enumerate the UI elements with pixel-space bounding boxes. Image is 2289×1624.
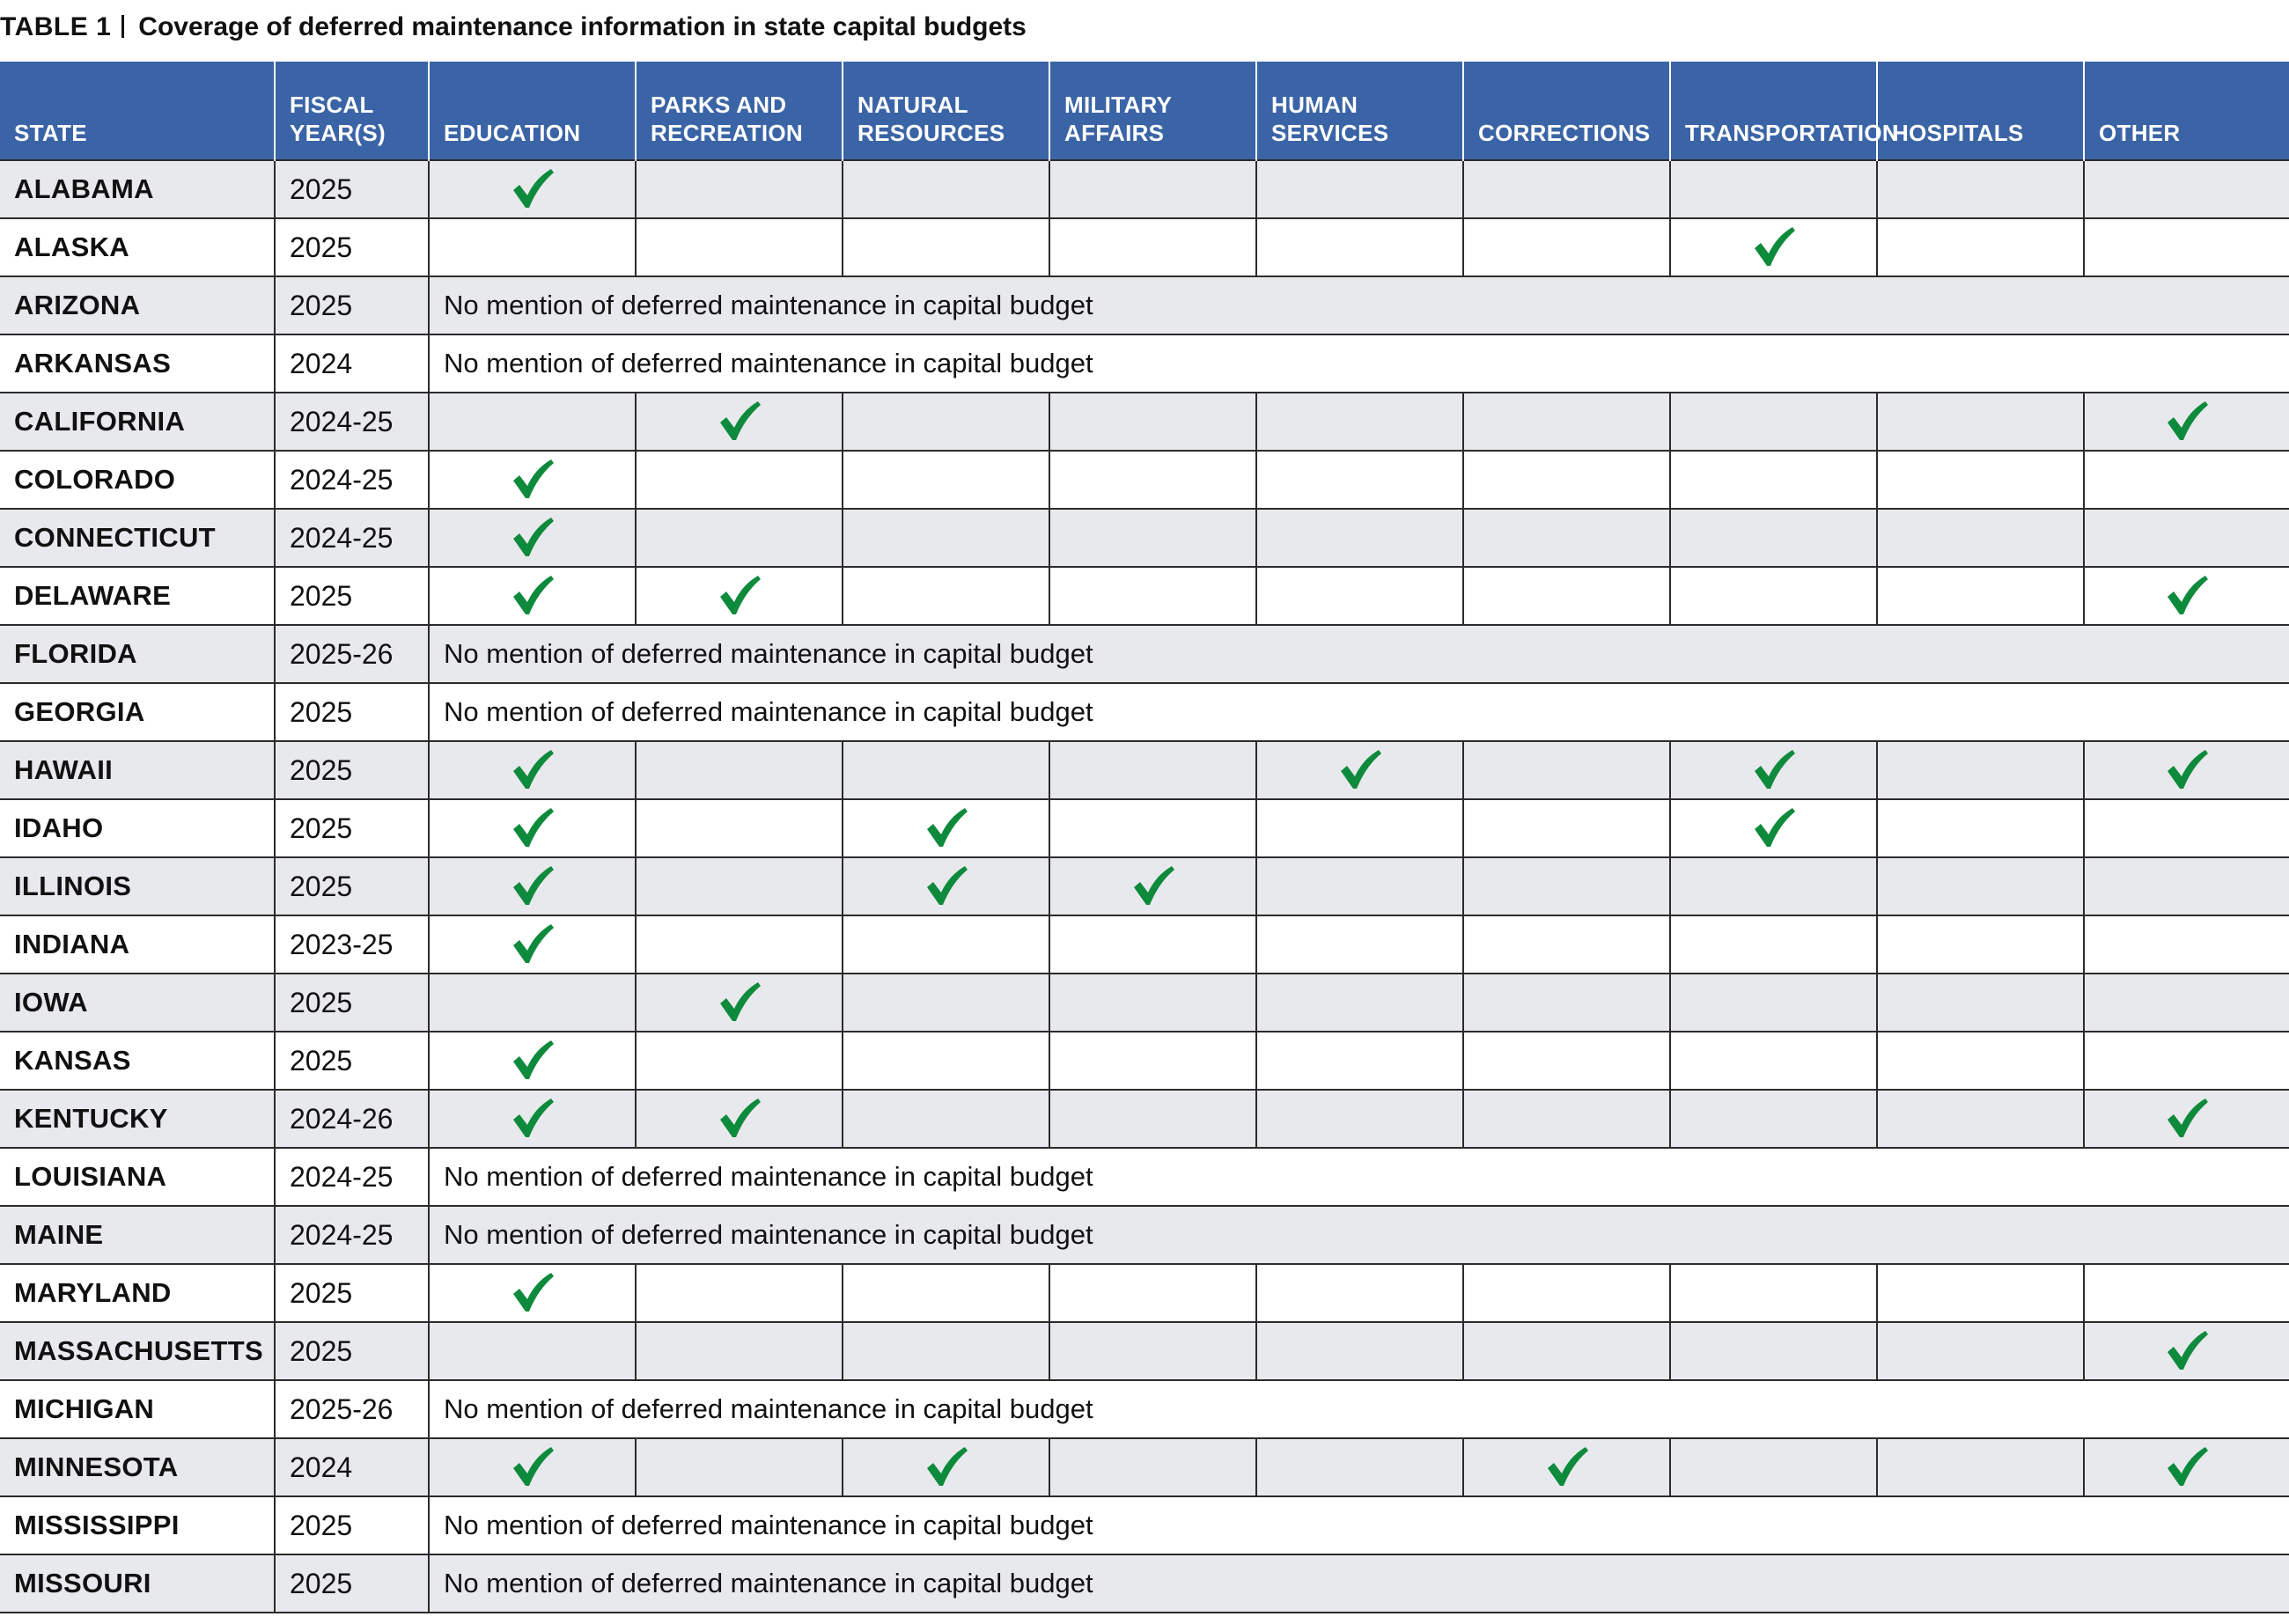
category-cell [1256,915,1463,974]
category-cell [429,857,636,915]
fiscal-year-cell: 2025 [275,683,429,741]
checkmark-icon [717,573,762,619]
category-cell [1670,799,1877,857]
category-cell [1877,799,2084,857]
category-cell [1256,1032,1463,1090]
fiscal-year-cell: 2024-25 [275,393,429,451]
state-cell: MAINE [0,1206,275,1264]
fiscal-year-cell: 2025 [275,160,429,218]
table-header [0,62,2289,160]
fiscal-year-cell: 2025 [275,857,429,915]
category-cell [1463,1032,1670,1090]
table-row [0,567,2289,625]
category-cell [1256,451,1463,509]
table-row [0,218,2289,276]
category-cell [636,218,843,276]
table-row [0,451,2289,509]
category-cell [1877,741,2084,799]
category-cell [1256,857,1463,915]
checkmark-icon [2164,1096,2210,1142]
fiscal-year-cell: 2025-26 [275,625,429,683]
no-mention-note: No mention of deferred maintenance in capital budget [429,1380,2289,1438]
category-cell [2084,741,2289,799]
category-cell [2084,974,2289,1032]
column-header-education: EDUCATION [429,62,636,160]
category-cell [1877,857,2084,915]
category-cell [1877,1264,2084,1322]
category-cell [636,1090,843,1148]
category-cell [843,915,1049,974]
fiscal-year-cell: 2024-25 [275,509,429,567]
table-caption [0,0,1027,58]
checkmark-icon [1337,747,1383,793]
state-cell: ALASKA [0,218,275,276]
category-cell [1463,218,1670,276]
checkmark-icon [510,1038,556,1084]
table-row [0,1438,2289,1496]
header-row [0,62,2289,160]
category-cell [2084,218,2289,276]
table-row [0,683,2289,741]
category-cell [1463,1090,1670,1148]
checkmark-icon [924,805,969,851]
category-cell [1049,567,1256,625]
category-cell [429,1438,636,1496]
state-cell: MINNESOTA [0,1438,275,1496]
category-cell [1049,1090,1256,1148]
category-cell [1877,393,2084,451]
category-cell [1463,451,1670,509]
state-cell: HAWAII [0,741,275,799]
category-cell [843,451,1049,509]
column-header-military-affairs: MILITARY AFFAIRS [1049,62,1256,160]
category-cell [429,1322,636,1380]
category-cell [1049,857,1256,915]
category-cell [843,1322,1049,1380]
checkmark-icon [1751,805,1797,851]
checkmark-icon [717,1096,762,1142]
fiscal-year-cell: 2023-25 [275,915,429,974]
category-cell [843,567,1049,625]
table-row [0,1090,2289,1148]
state-cell: IDAHO [0,799,275,857]
category-cell [1049,160,1256,218]
category-cell [1049,915,1256,974]
category-cell [1877,218,2084,276]
checkmark-icon [510,515,556,561]
no-mention-note: No mention of deferred maintenance in capital budget [429,625,2289,683]
category-cell [1049,799,1256,857]
no-mention-note: No mention of deferred maintenance in capital budget [429,334,2289,393]
category-cell [2084,799,2289,857]
category-cell [1049,1032,1256,1090]
table-row [0,1206,2289,1264]
state-cell: MISSOURI [0,1554,275,1613]
fiscal-year-cell: 2024 [275,1438,429,1496]
checkmark-icon [2164,573,2210,619]
table-row [0,509,2289,567]
table-row [0,799,2289,857]
category-cell [636,393,843,451]
category-cell [429,1032,636,1090]
category-cell [1877,1322,2084,1380]
table-row [0,1322,2289,1380]
category-cell [843,1032,1049,1090]
state-cell: DELAWARE [0,567,275,625]
category-cell [1670,741,1877,799]
category-cell [636,1032,843,1090]
category-cell [1256,1090,1463,1148]
column-header-parks-and-recreation: PARKS AND RECREATION [636,62,843,160]
category-cell [1256,799,1463,857]
category-cell [1670,1322,1877,1380]
checkmark-icon [2164,1328,2210,1374]
category-cell [636,1438,843,1496]
category-cell [1256,218,1463,276]
checkmark-icon [510,1096,556,1142]
category-cell [636,509,843,567]
state-cell: GEORGIA [0,683,275,741]
category-cell [843,741,1049,799]
state-cell: CONNECTICUT [0,509,275,567]
checkmark-icon [510,1270,556,1316]
category-cell [1256,160,1463,218]
category-cell [1256,974,1463,1032]
checkmark-icon [1751,747,1797,793]
category-cell [636,741,843,799]
state-cell: CALIFORNIA [0,393,275,451]
category-cell [1670,218,1877,276]
category-cell [1256,509,1463,567]
no-mention-note: No mention of deferred maintenance in capital budget [429,1148,2289,1206]
category-cell [2084,1322,2289,1380]
category-cell [2084,1438,2289,1496]
category-cell [636,160,843,218]
checkmark-icon [510,805,556,851]
column-header-fiscal-year: FISCAL YEAR(S) [275,62,429,160]
category-cell [1463,741,1670,799]
category-cell [1463,160,1670,218]
category-cell [1049,393,1256,451]
checkmark-icon [924,1444,969,1490]
category-cell [2084,1032,2289,1090]
category-cell [1049,1322,1256,1380]
table-row [0,1264,2289,1322]
category-cell [429,393,636,451]
category-cell [429,1264,636,1322]
category-cell [429,509,636,567]
table-row [0,1380,2289,1438]
state-cell: MICHIGAN [0,1380,275,1438]
category-cell [2084,160,2289,218]
state-cell: ARKANSAS [0,334,275,393]
state-cell: MISSISSIPPI [0,1496,275,1554]
checkmark-icon [717,980,762,1025]
category-cell [1670,509,1877,567]
caption-divider [121,15,124,38]
category-cell [1670,451,1877,509]
category-cell [2084,915,2289,974]
column-header-corrections: CORRECTIONS [1463,62,1670,160]
category-cell [1256,1438,1463,1496]
fiscal-year-cell: 2025 [275,1264,429,1322]
state-cell: KANSAS [0,1032,275,1090]
category-cell [843,509,1049,567]
category-cell [843,393,1049,451]
category-cell [1463,915,1670,974]
state-cell: LOUISIANA [0,1148,275,1206]
category-cell [2084,857,2289,915]
category-cell [636,915,843,974]
category-cell [429,915,636,974]
category-cell [1877,915,2084,974]
table-row [0,741,2289,799]
category-cell [2084,393,2289,451]
fiscal-year-cell: 2025 [275,1554,429,1613]
state-cell: IOWA [0,974,275,1032]
fiscal-year-cell: 2024-26 [275,1090,429,1148]
column-header-natural-resources: NATURAL RESOURCES [843,62,1049,160]
fiscal-year-cell: 2025 [275,567,429,625]
checkmark-icon [1751,224,1797,270]
fiscal-year-cell: 2025 [275,276,429,334]
table-row [0,1032,2289,1090]
checkmark-icon [510,863,556,909]
category-cell [1670,857,1877,915]
category-cell [1670,974,1877,1032]
category-cell [636,799,843,857]
table-title: Coverage of deferred maintenance information in state capital budgets [138,12,1027,41]
table-row [0,334,2289,393]
category-cell [843,1264,1049,1322]
category-cell [1670,1438,1877,1496]
state-cell: ILLINOIS [0,857,275,915]
category-cell [1877,451,2084,509]
state-cell: ALABAMA [0,160,275,218]
no-mention-note: No mention of deferred maintenance in capital budget [429,1496,2289,1554]
fiscal-year-cell: 2024-25 [275,451,429,509]
no-mention-note: No mention of deferred maintenance in capital budget [429,683,2289,741]
category-cell [636,857,843,915]
column-header-state: STATE [0,62,275,160]
no-mention-note: No mention of deferred maintenance in capital budget [429,276,2289,334]
category-cell [1256,1264,1463,1322]
category-cell [843,1438,1049,1496]
category-cell [429,799,636,857]
state-cell: INDIANA [0,915,275,974]
category-cell [843,799,1049,857]
fiscal-year-cell: 2025 [275,1322,429,1380]
category-cell [636,451,843,509]
category-cell [429,974,636,1032]
no-mention-note: No mention of deferred maintenance in capital budget [429,1554,2289,1613]
table-row [0,393,2289,451]
coverage-table [0,62,2289,1613]
category-cell [1463,857,1670,915]
table-row [0,1496,2289,1554]
checkmark-icon [2164,399,2210,445]
category-cell [1256,393,1463,451]
table-body [0,160,2289,1613]
category-cell [1463,1322,1670,1380]
fiscal-year-cell: 2025 [275,799,429,857]
category-cell [1049,451,1256,509]
fiscal-year-cell: 2024-25 [275,1148,429,1206]
category-cell [843,857,1049,915]
checkmark-icon [510,166,556,212]
category-cell [429,160,636,218]
table-row [0,915,2289,974]
checkmark-icon [1130,863,1176,909]
category-cell [1670,1032,1877,1090]
category-cell [1463,1438,1670,1496]
table-row [0,857,2289,915]
checkmark-icon [510,1444,556,1490]
table-row [0,1554,2289,1613]
fiscal-year-cell: 2024 [275,334,429,393]
state-cell: ARIZONA [0,276,275,334]
checkmark-icon [510,573,556,619]
state-cell: COLORADO [0,451,275,509]
category-cell [843,974,1049,1032]
checkmark-icon [510,747,556,793]
table-row [0,1148,2289,1206]
category-cell [2084,567,2289,625]
checkmark-icon [2164,1444,2210,1490]
category-cell [1256,741,1463,799]
category-cell [2084,451,2289,509]
category-cell [2084,509,2289,567]
category-cell [1049,1438,1256,1496]
category-cell [1670,915,1877,974]
category-cell [843,1090,1049,1148]
table-row [0,276,2289,334]
state-cell: KENTUCKY [0,1090,275,1148]
category-cell [843,160,1049,218]
category-cell [1463,509,1670,567]
column-header-human-services: HUMAN SERVICES [1256,62,1463,160]
fiscal-year-cell: 2025 [275,974,429,1032]
checkmark-icon [510,457,556,503]
category-cell [429,741,636,799]
category-cell [1049,1264,1256,1322]
category-cell [2084,1264,2289,1322]
fiscal-year-cell: 2025 [275,218,429,276]
category-cell [1670,1090,1877,1148]
category-cell [1049,509,1256,567]
category-cell [1463,1264,1670,1322]
state-cell: MASSACHUSETTS [0,1322,275,1380]
category-cell [1463,974,1670,1032]
category-cell [1670,160,1877,218]
category-cell [1256,567,1463,625]
checkmark-icon [924,863,969,909]
category-cell [1877,567,2084,625]
fiscal-year-cell: 2025-26 [275,1380,429,1438]
category-cell [636,1264,843,1322]
category-cell [1463,393,1670,451]
category-cell [636,1322,843,1380]
checkmark-icon [1544,1444,1590,1490]
category-cell [1049,741,1256,799]
table-row [0,625,2289,683]
category-cell [429,567,636,625]
category-cell [636,974,843,1032]
category-cell [1670,567,1877,625]
column-header-other: OTHER [2084,62,2289,160]
state-cell: MARYLAND [0,1264,275,1322]
table-row [0,974,2289,1032]
category-cell [1877,1032,2084,1090]
category-cell [2084,1090,2289,1148]
category-cell [1877,1438,2084,1496]
category-cell [1670,1264,1877,1322]
checkmark-icon [2164,747,2210,793]
table-label: TABLE 1 [0,12,112,41]
fiscal-year-cell: 2025 [275,1496,429,1554]
table-row [0,160,2289,218]
category-cell [1049,974,1256,1032]
category-cell [1463,799,1670,857]
column-header-hospitals: HOSPITALS [1877,62,2084,160]
category-cell [1049,218,1256,276]
category-cell [636,567,843,625]
state-cell: FLORIDA [0,625,275,683]
category-cell [429,1090,636,1148]
category-cell [429,218,636,276]
category-cell [1256,1322,1463,1380]
fiscal-year-cell: 2025 [275,741,429,799]
category-cell [1670,393,1877,451]
checkmark-icon [717,399,762,445]
category-cell [1877,1090,2084,1148]
no-mention-note: No mention of deferred maintenance in capital budget [429,1206,2289,1264]
checkmark-icon [510,922,556,967]
column-header-transportation: TRANSPORTATION [1670,62,1877,160]
category-cell [843,218,1049,276]
category-cell [1877,974,2084,1032]
category-cell [1463,567,1670,625]
category-cell [1877,160,2084,218]
fiscal-year-cell: 2025 [275,1032,429,1090]
fiscal-year-cell: 2024-25 [275,1206,429,1264]
category-cell [1877,509,2084,567]
category-cell [429,451,636,509]
